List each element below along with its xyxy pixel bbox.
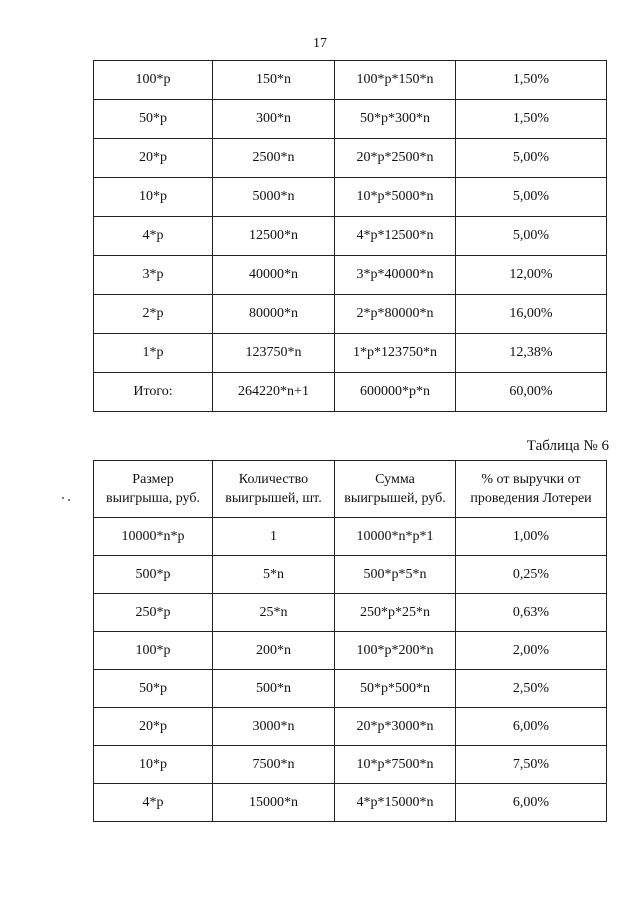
header-line: Количество xyxy=(238,472,309,487)
cell-prize-count: 150*n xyxy=(213,61,335,100)
cell-prize-count: 1 xyxy=(213,518,335,556)
cell-prize-sum: 2*р*80000*n xyxy=(335,295,456,334)
cell-prize-sum: 20*р*3000*n xyxy=(335,708,456,746)
cell-prize-size: 250*р xyxy=(94,594,213,632)
table-row xyxy=(94,632,607,670)
header-line: выигрыша, руб. xyxy=(106,491,200,506)
cell-prize-count: 25*n xyxy=(213,594,335,632)
cell-prize-count: 40000*n xyxy=(213,256,335,295)
cell-prize-sum: 50*р*500*n xyxy=(335,670,456,708)
cell-prize-count: 80000*n xyxy=(213,295,335,334)
cell-revenue-percent: 1,50% xyxy=(456,100,607,139)
header-line: выигрышей, шт. xyxy=(225,491,322,506)
cell-revenue-percent: 0,25% xyxy=(456,556,607,594)
cell-prize-size: 50*р xyxy=(94,670,213,708)
cell-prize-size: Итого: xyxy=(94,373,213,412)
cell-revenue-percent: 6,00% xyxy=(456,784,607,822)
table-row xyxy=(94,746,607,784)
cell-prize-size: 3*р xyxy=(94,256,213,295)
cell-revenue-percent: 1,50% xyxy=(456,61,607,100)
cell-prize-count: 3000*n xyxy=(213,708,335,746)
header-revenue-percent xyxy=(456,461,607,518)
cell-prize-size: 100*р xyxy=(94,632,213,670)
prize-table-6 xyxy=(93,460,607,822)
cell-prize-sum: 20*р*2500*n xyxy=(335,139,456,178)
cell-prize-count: 2500*n xyxy=(213,139,335,178)
table-row xyxy=(94,594,607,632)
table-row xyxy=(94,100,607,139)
table-row xyxy=(94,295,607,334)
table-row xyxy=(94,256,607,295)
cell-revenue-percent: 5,00% xyxy=(456,178,607,217)
scan-speck xyxy=(68,499,70,501)
cell-revenue-percent: 5,00% xyxy=(456,139,607,178)
table-row xyxy=(94,670,607,708)
cell-prize-count: 500*n xyxy=(213,670,335,708)
cell-prize-size: 20*р xyxy=(94,139,213,178)
cell-revenue-percent: 2,50% xyxy=(456,670,607,708)
header-prize-count xyxy=(213,461,335,518)
table-row xyxy=(94,61,607,100)
cell-prize-size: 10000*n*р xyxy=(94,518,213,556)
cell-revenue-percent: 7,50% xyxy=(456,746,607,784)
table-header-row xyxy=(94,461,607,518)
cell-prize-sum: 4*р*15000*n xyxy=(335,784,456,822)
cell-prize-count: 264220*n+1 xyxy=(213,373,335,412)
cell-prize-count: 300*n xyxy=(213,100,335,139)
cell-prize-size: 50*р xyxy=(94,100,213,139)
header-line: выигрышей, руб. xyxy=(344,491,446,506)
cell-prize-count: 200*n xyxy=(213,632,335,670)
prize-table-continued xyxy=(93,60,607,412)
cell-revenue-percent: 12,38% xyxy=(456,334,607,373)
cell-prize-size: 10*р xyxy=(94,746,213,784)
cell-revenue-percent: 5,00% xyxy=(456,217,607,256)
cell-prize-size: 4*р xyxy=(94,217,213,256)
cell-prize-count: 5*n xyxy=(213,556,335,594)
cell-revenue-percent: 0,63% xyxy=(456,594,607,632)
table-row xyxy=(94,373,607,412)
cell-prize-size: 500*р xyxy=(94,556,213,594)
cell-prize-sum: 10000*n*р*1 xyxy=(335,518,456,556)
cell-prize-size: 4*р xyxy=(94,784,213,822)
table-row xyxy=(94,334,607,373)
header-line: Сумма xyxy=(375,472,415,487)
header-prize-size xyxy=(94,461,213,518)
cell-prize-count: 5000*n xyxy=(213,178,335,217)
cell-prize-sum: 100*р*200*n xyxy=(335,632,456,670)
cell-prize-sum: 10*р*7500*n xyxy=(335,746,456,784)
page-number: 17 xyxy=(313,36,327,51)
scan-speck xyxy=(62,497,64,499)
table-row xyxy=(94,217,607,256)
cell-revenue-percent: 6,00% xyxy=(456,708,607,746)
table-row xyxy=(94,139,607,178)
cell-revenue-percent: 12,00% xyxy=(456,256,607,295)
table-row xyxy=(94,784,607,822)
cell-prize-size: 20*р xyxy=(94,708,213,746)
cell-revenue-percent: 1,00% xyxy=(456,518,607,556)
cell-prize-count: 123750*n xyxy=(213,334,335,373)
table-row xyxy=(94,556,607,594)
cell-prize-sum: 4*р*12500*n xyxy=(335,217,456,256)
cell-prize-sum: 250*р*25*n xyxy=(335,594,456,632)
table-row xyxy=(94,178,607,217)
table-caption: Таблица № 6 xyxy=(526,438,609,454)
cell-prize-count: 15000*n xyxy=(213,784,335,822)
cell-prize-size: 10*р xyxy=(94,178,213,217)
cell-prize-size: 2*р xyxy=(94,295,213,334)
cell-prize-sum: 1*р*123750*n xyxy=(335,334,456,373)
table-row xyxy=(94,708,607,746)
cell-revenue-percent: 60,00% xyxy=(456,373,607,412)
header-line: % от выручки от xyxy=(481,472,581,487)
cell-revenue-percent: 16,00% xyxy=(456,295,607,334)
cell-prize-size: 100*р xyxy=(94,61,213,100)
header-prize-sum xyxy=(335,461,456,518)
prize-table-6-body xyxy=(94,518,607,822)
cell-revenue-percent: 2,00% xyxy=(456,632,607,670)
table-row xyxy=(94,518,607,556)
cell-prize-sum: 600000*р*n xyxy=(335,373,456,412)
header-line: Размер xyxy=(132,472,174,487)
cell-prize-sum: 50*р*300*n xyxy=(335,100,456,139)
cell-prize-size: 1*р xyxy=(94,334,213,373)
cell-prize-sum: 3*р*40000*n xyxy=(335,256,456,295)
prize-table-continued-body xyxy=(94,61,607,412)
cell-prize-sum: 10*р*5000*n xyxy=(335,178,456,217)
cell-prize-count: 7500*n xyxy=(213,746,335,784)
cell-prize-sum: 100*р*150*n xyxy=(335,61,456,100)
cell-prize-sum: 500*р*5*n xyxy=(335,556,456,594)
cell-prize-count: 12500*n xyxy=(213,217,335,256)
header-line: проведения Лотереи xyxy=(470,491,592,506)
